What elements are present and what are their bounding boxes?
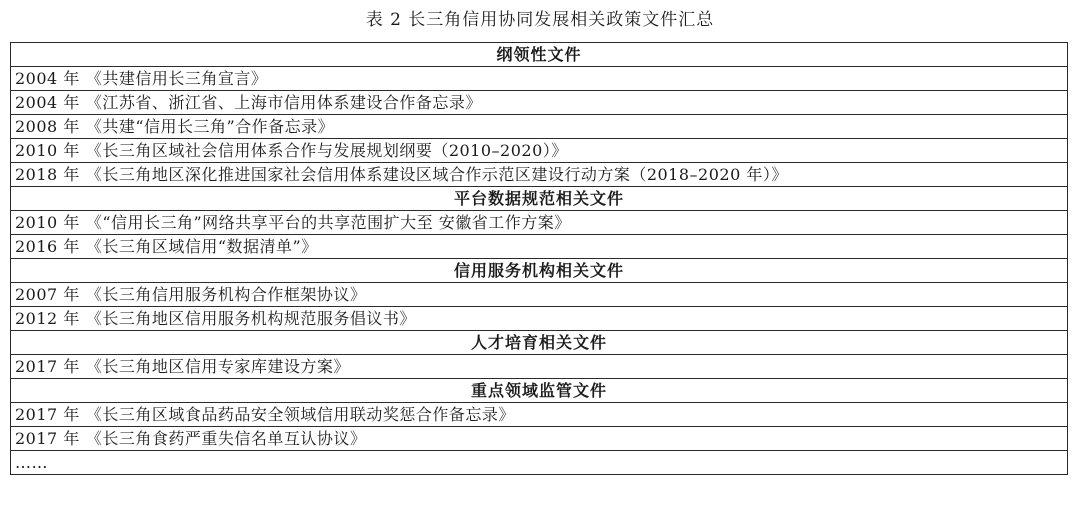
- section-header-row: [11, 331, 1068, 355]
- policy-item: [11, 139, 1068, 163]
- policy-item: [11, 163, 1068, 187]
- policy-year: 2004 年: [15, 93, 80, 112]
- section-title: 纲领性文件: [11, 43, 1068, 67]
- section-title: 平台数据规范相关文件: [11, 187, 1068, 211]
- policy-year: 2010 年: [15, 213, 80, 232]
- table-caption: 表 2 长三角信用协同发展相关政策文件汇总: [365, 10, 715, 30]
- policy-item: [11, 115, 1068, 139]
- policy-title: 《“信用长三角”网络共享平台的共享范围扩大至 安徽省工作方案》: [85, 213, 571, 232]
- table-row: [11, 403, 1068, 427]
- policy-year: 2012 年: [15, 309, 80, 328]
- table-row: [11, 211, 1068, 235]
- policy-table-body: [11, 43, 1068, 475]
- section-title: 重点领域监管文件: [11, 379, 1068, 403]
- section-title: 信用服务机构相关文件: [11, 259, 1068, 283]
- policy-item: [11, 235, 1068, 259]
- section-title: 人才培育相关文件: [11, 331, 1068, 355]
- policy-title: 《长三角地区信用专家库建设方案》: [85, 357, 350, 376]
- table-row: [11, 427, 1068, 451]
- policy-item: [11, 307, 1068, 331]
- section-header-row: [11, 259, 1068, 283]
- table-row: [11, 307, 1068, 331]
- policy-title: 《江苏省、浙江省、上海市信用体系建设合作备忘录》: [85, 93, 482, 112]
- policy-item: [11, 283, 1068, 307]
- policy-title: 《长三角区域食品药品安全领域信用联动奖惩合作备忘录》: [85, 405, 515, 424]
- table-row: [11, 115, 1068, 139]
- policy-title: 《共建“信用长三角”合作备忘录》: [85, 117, 335, 136]
- policy-title: 《长三角信用服务机构合作框架协议》: [85, 285, 367, 304]
- ellipsis-text: ……: [11, 451, 1068, 475]
- policy-title: 《共建信用长三角宣言》: [85, 69, 268, 88]
- table-row: [11, 355, 1068, 379]
- policy-item: [11, 403, 1068, 427]
- policy-year: 2004 年: [15, 69, 80, 88]
- table-row: [11, 91, 1068, 115]
- policy-year: 2010 年: [15, 141, 80, 160]
- policy-year: 2017 年: [15, 429, 80, 448]
- table-row: [11, 235, 1068, 259]
- table-row: [11, 67, 1068, 91]
- policy-item: [11, 91, 1068, 115]
- policy-item: [11, 355, 1068, 379]
- policy-title: 《长三角地区信用服务机构规范服务倡议书》: [85, 309, 416, 328]
- table-row: [11, 283, 1068, 307]
- policy-item: [11, 427, 1068, 451]
- section-header-row: [11, 43, 1068, 67]
- section-header-row: [11, 187, 1068, 211]
- policy-item: [11, 67, 1068, 91]
- policy-year: 2016 年: [15, 237, 80, 256]
- policy-year: 2017 年: [15, 357, 80, 376]
- ellipsis-row: [11, 451, 1068, 475]
- policy-title: 《长三角区域社会信用体系合作与发展规划纲要（2010–2020）》: [85, 141, 568, 160]
- policy-title: 《长三角区域信用“数据清单”》: [85, 237, 318, 256]
- table-row: [11, 163, 1068, 187]
- table-row: [11, 139, 1068, 163]
- policy-year: 2017 年: [15, 405, 80, 424]
- policy-title: 《长三角地区深化推进国家社会信用体系建设区域合作示范区建设行动方案（2018–2020 年）》: [85, 165, 788, 184]
- policy-year: 2018 年: [15, 165, 80, 184]
- policy-table: [10, 42, 1068, 475]
- section-header-row: [11, 379, 1068, 403]
- policy-year: 2007 年: [15, 285, 80, 304]
- policy-item: [11, 211, 1068, 235]
- policy-year: 2008 年: [15, 117, 80, 136]
- policy-title: 《长三角食药严重失信名单互认协议》: [85, 429, 367, 448]
